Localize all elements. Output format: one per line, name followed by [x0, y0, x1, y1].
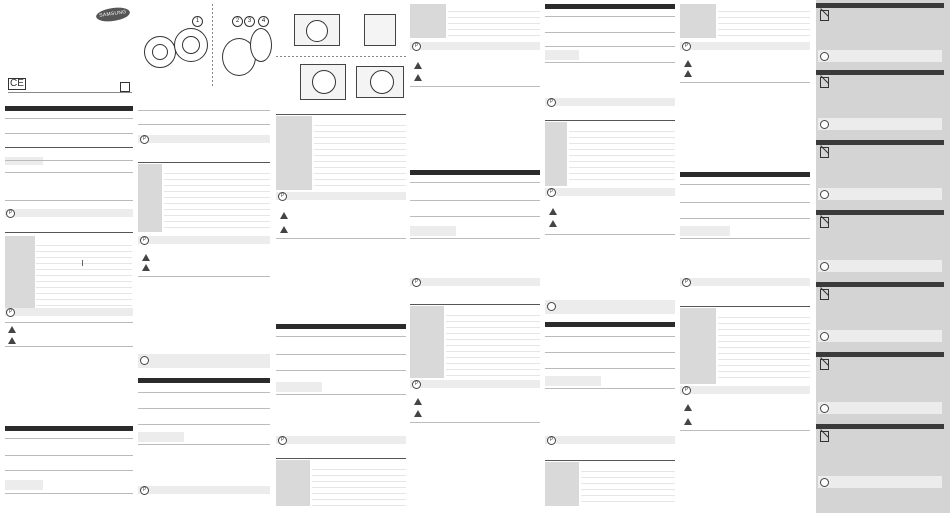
section-p-icon: P	[412, 380, 421, 389]
recycle-mark-icon	[120, 82, 130, 92]
callout-4: 4	[258, 16, 269, 27]
column-6	[680, 0, 812, 513]
info-icon	[820, 332, 829, 341]
info-icon	[547, 302, 556, 311]
warning-icon	[684, 418, 692, 425]
info-icon	[820, 404, 829, 413]
warning-icon	[549, 208, 557, 215]
callout-3: 3	[244, 16, 255, 27]
warning-icon	[142, 254, 150, 261]
section-p-icon: P	[547, 436, 556, 445]
warning-icon	[684, 60, 692, 67]
info-icon	[820, 190, 829, 199]
disposal-sidebar	[816, 0, 950, 513]
recycle-bin-icon	[820, 359, 829, 370]
section-p-icon: P	[682, 278, 691, 287]
column-4	[410, 0, 542, 513]
section-p-icon: P	[140, 135, 149, 144]
callout-1: 1	[192, 16, 203, 27]
warning-icon	[684, 70, 692, 77]
info-icon	[820, 478, 829, 487]
column-3	[276, 0, 408, 513]
warning-icon	[8, 337, 16, 344]
warning-icon	[684, 404, 692, 411]
samsung-logo: SAMSUNG	[95, 6, 130, 24]
section-p-icon: P	[682, 42, 691, 51]
section-p-icon: P	[278, 192, 287, 201]
info-icon	[140, 356, 149, 365]
section-p-icon: P	[6, 209, 15, 218]
warning-icon	[8, 326, 16, 333]
column-1	[0, 0, 135, 513]
info-icon	[820, 262, 829, 271]
column-5	[545, 0, 677, 513]
callout-2: 2	[232, 16, 243, 27]
warning-icon	[414, 62, 422, 69]
section-p-icon: P	[140, 486, 149, 495]
recycle-bin-icon	[820, 147, 829, 158]
warning-icon	[280, 212, 288, 219]
section-p-icon: P	[140, 236, 149, 245]
recycle-bin-icon	[820, 77, 829, 88]
warning-icon	[414, 410, 422, 417]
warning-icon	[414, 398, 422, 405]
section-p-icon: P	[412, 278, 421, 287]
table-shade	[5, 236, 35, 308]
warning-icon	[414, 74, 422, 81]
recycle-bin-icon	[820, 431, 829, 442]
section-p-icon: P	[278, 436, 287, 445]
info-icon	[820, 52, 829, 61]
section-p-icon: P	[6, 308, 15, 317]
recycle-bin-icon	[820, 217, 829, 228]
column-2	[138, 0, 273, 513]
section-p-icon: P	[412, 42, 421, 51]
section-p-icon: P	[682, 386, 691, 395]
recycle-bin-icon	[820, 289, 829, 300]
recycle-bin-icon	[820, 10, 829, 21]
info-icon	[820, 120, 829, 129]
warning-icon	[549, 220, 557, 227]
section-p-icon: P	[547, 188, 556, 197]
section-p-icon: P	[547, 98, 556, 107]
warning-icon	[142, 264, 150, 271]
ce-mark: CE	[10, 78, 24, 89]
camera-illustration	[364, 14, 396, 46]
warning-icon	[280, 226, 288, 233]
